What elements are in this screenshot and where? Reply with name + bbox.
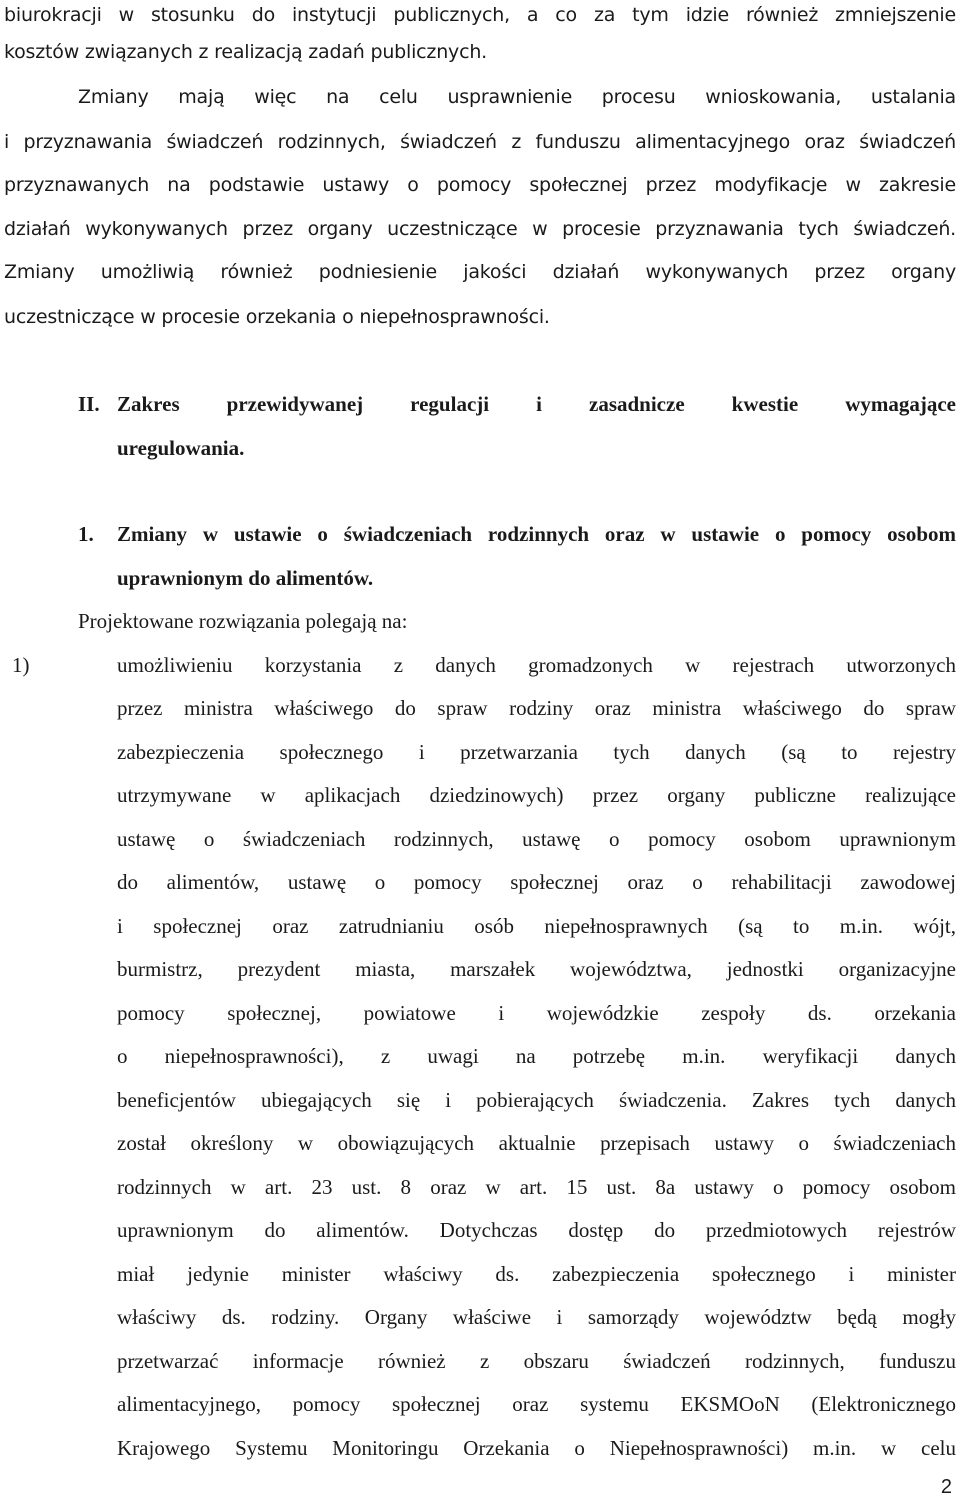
list-item-1-line: beneficjentów ubiegających się i pobierających świadczenia. Zakres tych danych xyxy=(117,1088,956,1112)
subsection-1-title-line-1: Zmiany w ustawie o świadczeniach rodzinnych oraz w ustawie o pomocy osobom xyxy=(117,522,956,546)
list-item-1-line: do alimentów, ustawę o pomocy społecznej oraz o rehabilitacji zawodowej xyxy=(117,870,956,894)
para-changes-line-2: i przyznawania świadczeń rodzinnych, świadczeń z funduszu alimentacyjnego oraz świadczeń xyxy=(4,131,956,153)
list-item-1-line: Krajowego Systemu Monitoringu Orzekania o Niepełnosprawności) m.in. w celu xyxy=(117,1436,956,1460)
list-item-1-line: miał jedynie minister właściwy ds. zabezpieczenia społecznego i minister xyxy=(117,1262,956,1286)
list-item-1-line: umożliwieniu korzystania z danych gromadzonych w rejestrach utworzonych xyxy=(117,653,956,677)
list-item-1-line: rodzinnych w art. 23 ust. 8 oraz w art. 15 ust. 8a ustawy o pomocy osobom xyxy=(117,1175,956,1199)
list-item-1-marker: 1) xyxy=(12,653,30,677)
list-item-1-line: i społecznej oraz zatrudnianiu osób niepełnosprawnych (są to m.in. wójt, xyxy=(117,914,956,938)
intro-line-1: biurokracji w stosunku do instytucji publicznych, a co za tym idzie również zmniejszenie xyxy=(4,4,956,26)
intro-line-2: kosztów związanych z realizacją zadań publicznych. xyxy=(4,41,488,63)
list-item-1-line: właściwy ds. rodziny. Organy właściwe i samorządy województw będą mogły xyxy=(117,1305,956,1329)
list-item-1-line: uprawnionym do alimentów. Dotychczas dostęp do przedmiotowych rejestrów xyxy=(117,1218,956,1242)
list-item-1-line: zabezpieczenia społecznego i przetwarzania tych danych (są to rejestry xyxy=(117,740,956,764)
para-changes-line-1: Zmiany mają więc na celu usprawnienie procesu wnioskowania, ustalania xyxy=(78,86,956,108)
list-item-1-line: ustawę o świadczeniach rodzinnych, ustawę o pomocy osobom uprawnionym xyxy=(117,827,956,851)
list-item-1-line: przetwarzać informacje również z obszaru świadczeń rodzinnych, funduszu xyxy=(117,1349,956,1373)
list-item-1-line: burmistrz, prezydent miasta, marszałek województwa, jednostki organizacyjne xyxy=(117,957,956,981)
list-item-1-line: został określony w obowiązujących aktualnie przepisach ustawy o świadczeniach xyxy=(117,1131,956,1155)
page-number: 2 xyxy=(940,1476,952,1498)
para-changes-line-3: przyznawanych na podstawie ustawy o pomocy społecznej przez modyfikacje w zakresie xyxy=(4,174,956,196)
para-changes-line-4: działań wykonywanych przez organy uczestniczące w procesie przyznawania tych świadczeń. xyxy=(4,218,956,240)
section-ii-title-line-1: Zakres przewidywanej regulacji i zasadnicze kwestie wymagające xyxy=(117,392,956,416)
subsection-1-lead: Projektowane rozwiązania polegają na: xyxy=(78,609,408,633)
list-item-1-line: alimentacyjnego, pomocy społecznej oraz systemu EKSMOoN (Elektronicznego xyxy=(117,1392,956,1416)
list-item-1-line: o niepełnosprawności), z uwagi na potrzebę m.in. weryfikacji danych xyxy=(117,1044,956,1068)
para-changes-line-6: uczestniczące w procesie orzekania o niepełnosprawności. xyxy=(4,306,550,328)
section-ii-number: II. xyxy=(78,392,100,416)
subsection-1-title-line-2: uprawnionym do alimentów. xyxy=(117,566,374,590)
subsection-1-number: 1. xyxy=(78,522,94,546)
list-item-1-line: przez ministra właściwego do spraw rodziny oraz ministra właściwego do spraw xyxy=(117,696,956,720)
list-item-1-line: pomocy społecznej, powiatowe i wojewódzkie zespoły ds. orzekania xyxy=(117,1001,956,1025)
para-changes-line-5: Zmiany umożliwią również podniesienie jakości działań wykonywanych przez organy xyxy=(4,261,956,283)
list-item-1-line: utrzymywane w aplikacjach dziedzinowych) przez organy publiczne realizujące xyxy=(117,783,956,807)
section-ii-title-line-2: uregulowania. xyxy=(117,436,245,460)
